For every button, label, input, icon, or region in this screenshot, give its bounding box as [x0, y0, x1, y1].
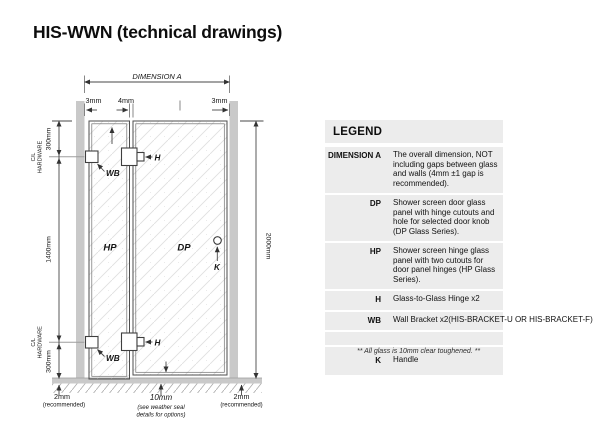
wall-right	[230, 101, 239, 378]
floor-gap-middle-note2: details for options)	[136, 412, 186, 419]
cl-hardware-top-line1: C/L	[31, 152, 37, 162]
hinge-top-label: H	[154, 153, 161, 163]
legend-row-dp	[325, 193, 503, 241]
wb-top-label: WB	[106, 169, 120, 178]
floor-gap-middle-note1: (see weather seal	[137, 405, 185, 411]
legend-desc: Wall Bracket x2(HIS-BRACKET-U OR HIS-BRACKET-F)	[393, 314, 593, 324]
legend-row-h	[325, 289, 503, 310]
hp-panel-label: HP	[103, 242, 117, 254]
legend-term: H	[375, 295, 381, 304]
gap-right-label: 3mm	[211, 96, 228, 105]
height-total-label: 2000mm	[264, 232, 272, 260]
floor-gap-left-note: (recommended)	[42, 402, 86, 409]
legend-term: WB	[367, 315, 381, 325]
height-bottom-offset-label: 300mm	[45, 350, 53, 373]
cl-hardware-top-line2: HARDWARE	[37, 140, 44, 174]
legend-term: K	[375, 356, 381, 365]
right-dimension	[240, 121, 272, 379]
wb-bottom-label: WB	[106, 354, 120, 363]
floor	[52, 378, 262, 393]
legend-row-wb	[325, 310, 593, 331]
dimension-a	[85, 72, 230, 93]
legend-desc: Shower screen door glass panel with hinge cutouts and hole for selected door knob (DP Glass Series).	[393, 198, 495, 236]
legend-desc: Shower screen hinge glass panel with two cutouts for door panel hinges (HP Glass Series).	[393, 246, 496, 284]
height-top-offset-label: 300mm	[45, 127, 53, 151]
dp-panel-label: DP	[177, 242, 191, 254]
legend-row-hp	[325, 241, 503, 289]
legend-term: DIMENSION A	[327, 151, 381, 160]
legend-panel	[325, 120, 593, 375]
cl-hardware-bottom-line2: HARDWARE	[37, 326, 44, 359]
dimension-a-label: DIMENSION A	[132, 72, 182, 81]
legend-term: DP	[369, 199, 381, 208]
gap-left-label: 3mm	[85, 96, 102, 105]
cl-hardware-bottom-line1: C/L	[31, 337, 37, 347]
wall-bracket-top-icon	[86, 151, 99, 163]
legend-row-dimension-a	[325, 145, 503, 193]
page-title: HIS-WWN (technical drawings)	[33, 22, 283, 42]
wall-bracket-bottom-icon	[86, 337, 99, 349]
legend-title: LEGEND	[325, 120, 503, 145]
floor-gap-right-note: (recommended)	[220, 402, 263, 409]
legend-row-spacer	[325, 330, 503, 345]
legend-footnote: ** All glass is 10mm clear toughened. **	[357, 348, 481, 355]
legend-desc: Glass-to-Glass Hinge x2	[393, 294, 480, 303]
gap-middle-label: 4mm	[118, 96, 134, 105]
floor-gap-right-label: 2mm	[233, 392, 250, 401]
wall-left	[76, 101, 85, 378]
height-middle-label: 1400mm	[45, 236, 53, 263]
floor-gap-left-label: 2mm	[54, 392, 70, 401]
floor-gap-middle-label: 10mm	[149, 393, 173, 402]
legend-desc: Handle	[393, 355, 419, 364]
legend-desc: The overall dimension, NOT including gaps between glass and walls (4mm ±1 gap is recommended).	[393, 150, 498, 188]
door-knob-icon	[214, 237, 222, 245]
legend-term: HP	[369, 247, 381, 256]
knob-label: K	[214, 263, 220, 272]
hinge-bottom-label: H	[154, 338, 161, 348]
